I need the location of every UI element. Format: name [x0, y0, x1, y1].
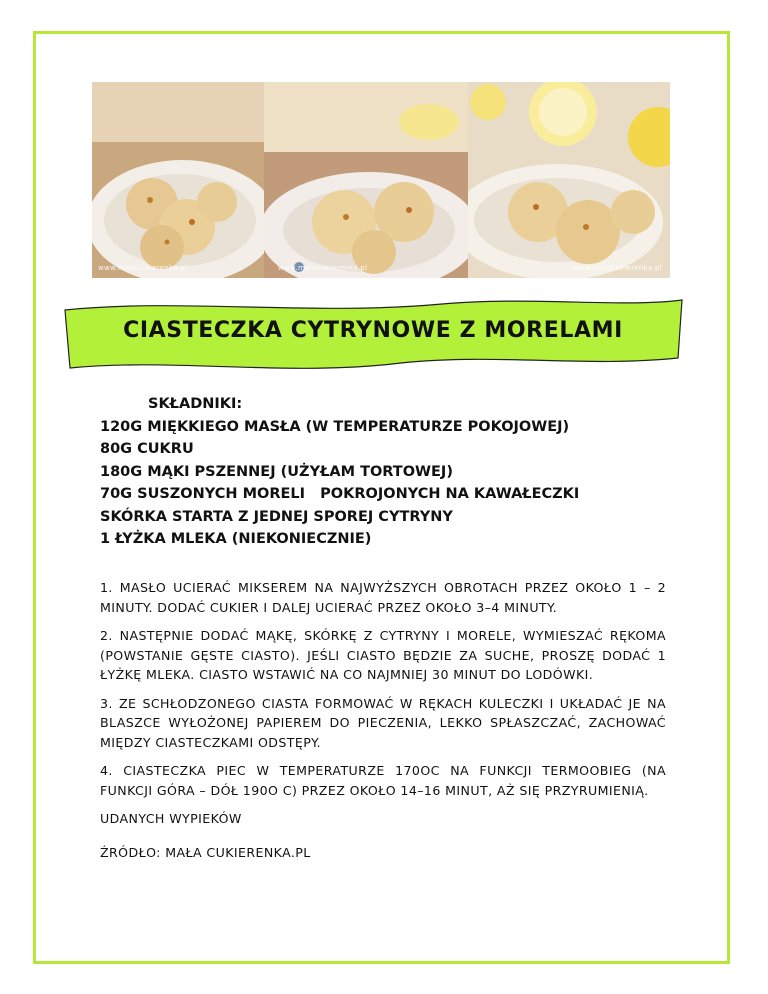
ingredient-item: SKÓRKA STARTA Z JEDNEJ SPOREJ CYTRYNY: [100, 508, 453, 525]
ingredients-heading: SKŁADNIKI:: [148, 396, 243, 412]
ingredients-section: [100, 393, 579, 551]
instruction-step: 1. MASŁO UCIERAĆ MIKSEREM NA NAJWYŻSZYCH OBROTACH PRZEZ OKOŁO 1 – 2 MINUTY. DODAĆ CUKIER I DALEJ UCIERAĆ PRZEZ OKOŁO 3–4 MINUTY.: [100, 580, 666, 615]
cookie-photo-1: [92, 82, 264, 278]
photo-strip: [92, 82, 670, 278]
photo-watermark: www.malacukierenka.pl: [278, 264, 368, 272]
instruction-step: 3. ZE SCHŁODZONEGO CIASTA FORMOWAĆ W RĘKACH KULECZKI I UKŁADAĆ JE NA BLASZCE WYŁOŻONEJ PAPIEREM DO PIECZENIA, LEKKO SPŁASZCZAĆ, ZACHOWAĆ MIĘDZY CIASTECZKAMI ODSTĘPY.: [100, 695, 666, 750]
title-banner: [62, 292, 684, 374]
photo-watermark: www.malacukierenka.pl: [98, 264, 188, 272]
cookie-photo-3: [468, 82, 670, 278]
ingredient-item: 70G SUSZONYCH MORELI POKROJONYCH NA KAWAŁECZKI: [100, 486, 580, 502]
ingredient-item: 120G MIĘKKIEGO MASŁA (W TEMPERATURZE POKOJOWEJ): [100, 418, 570, 435]
ingredient-item: 180G MĄKI PSZENNEJ (UŻYŁAM TORTOWEJ): [100, 463, 453, 480]
photo-watermark: www.malacukierenka.pl: [572, 264, 662, 272]
instruction-step: 4. CIASTECZKA PIEC W TEMPERATURZE 170OC NA FUNKCJI TERMOOBIEG (NA FUNKCJI GÓRA – DÓŁ 190O C) PRZEZ OKOŁO 14–16 MINUT, AŻ SIĘ PRZYRUMIENIĄ.: [100, 763, 666, 798]
ingredient-item: 1 ŁYŻKA MLEKA (NIEKONIECZNIE): [100, 531, 372, 547]
page-title: CIASTECZKA CYTRYNOWE Z MORELAMI: [123, 318, 623, 343]
instructions-section: [100, 578, 666, 876]
cookie-photo-2: [264, 82, 468, 278]
source-text: ŹRÓDŁO: MAŁA CUKIERENKA.PL: [100, 844, 311, 860]
ingredient-item: 80G CUKRU: [100, 441, 194, 457]
closing-text: UDANYCH WYPIEKÓW: [100, 811, 242, 826]
instruction-step: 2. NASTĘPNIE DODAĆ MĄKĘ, SKÓRKĘ Z CYTRYNY I MORELE, WYMIESZAĆ RĘKOMA (POWSTANIE GĘSTE CIASTO). JEŚLI CIASTO BĘDZIE ZA SUCHE, PROSZĘ DODAĆ 1 ŁYŻKĘ MLEKA. CIASTO WSTAWIĆ NA CO NAJMNIEJ 30 MINUT DO LODÓWKI.: [100, 628, 666, 682]
